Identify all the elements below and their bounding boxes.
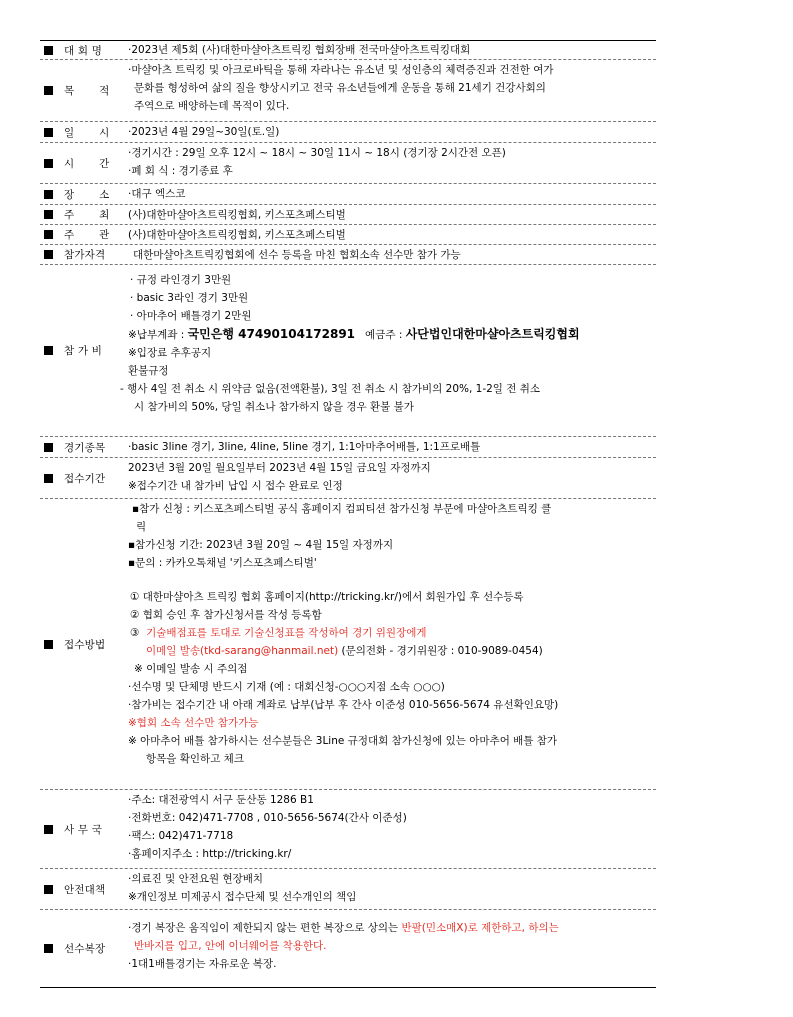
row-period [40, 458, 656, 499]
row-label: 경기종목 [40, 437, 128, 457]
square-bullet-icon [44, 230, 53, 239]
row-purpose [40, 60, 656, 122]
row-host [40, 205, 656, 225]
row-content: ·경기시간 : 29일 오후 12시 ~ 18시 ~ 30일 11시 ~ 18시 (경기장 2시간전 오픈) ·폐 회 식 : 경기종료 후 [128, 147, 506, 177]
row-attire [40, 910, 656, 988]
row-label: 참 가 비 [40, 265, 128, 436]
square-bullet-icon [44, 190, 53, 199]
row-label: 접수기간 [40, 458, 128, 498]
square-bullet-icon [44, 474, 53, 483]
row-content: ·2023년 4월 29일~30일(토.일) [128, 126, 280, 138]
row-content: ·basic 3line 경기, 3line, 4line, 5line 경기, 1:1아마추어배틀, 1:1프로배틀 [128, 441, 481, 453]
square-bullet-icon [44, 346, 53, 355]
row-label: 접수방법 [40, 499, 128, 789]
row-fee [40, 265, 656, 437]
row-office [40, 790, 656, 869]
square-bullet-icon [44, 944, 53, 953]
square-bullet-icon [44, 250, 53, 259]
row-label: 주 최 [40, 205, 128, 224]
row-content: ▪참가 신청 : 키스포츠페스티벌 공식 홈페이지 컴피티션 참가신청 부문에 마샬아츠트릭킹 클 릭 ▪참가신청 기간: 2023년 3월 20일 ~ 4월 15일 자정까지 ▪문의 : 카카오톡채널 '키스포츠페스티벌' ① 대한마샬아츠 트릭킹 협회 홈페이지(http://tricking.kr/)에서 회원가입 후 선수등록 ② 협회 승인 후 참가신청서를 작성 등록함 ③ 기술배점표를 토대로 기술신청표를 작성하여 경기 위원장에게 이메일 발송(tkd-sarang@hanmail.net) (문의전화 - 경기위원장 : 010-9089-0454) ※ 이메일 발송 시 주의점 ·선수명 및 단체명 반드시 기재 (예 : 대회신청-○○○지점 소속 ○○○) ·참가비는 접수기간 내 아래 계좌로 납부(납부 후 간사 이준성 010-5656-5674 유선확인요망) ※협회 소속 선수만 참가가능 ※ 아마추어 배틀 참가하시는 선수분들은 3Line 규정대회 참가신청에 있는 아마추어 배틀 참가 항목을 확인하고 체크 [128, 499, 656, 789]
row-content: (사)대한마샬아츠트릭킹협회, 키스포츠페스티벌 [128, 209, 346, 221]
row-label: 일 시 [40, 122, 128, 142]
row-time [40, 143, 656, 184]
square-bullet-icon [44, 86, 53, 95]
spacer [128, 572, 656, 588]
square-bullet-icon [44, 128, 53, 137]
method-step3: ③ 기술배점표를 토대로 기술신청표를 작성하여 경기 위원장에게 [130, 627, 427, 639]
row-content: ·대구 엑스코 [128, 188, 186, 200]
square-bullet-icon [44, 825, 53, 834]
row-label: 목 적 [40, 60, 128, 121]
square-bullet-icon [44, 210, 53, 219]
row-content: (사)대한마샬아츠트릭킹협회, 키스포츠페스티벌 [128, 229, 346, 241]
row-content: ·마샬아츠 트릭킹 및 아크로바틱을 통해 자라나는 유소년 및 성인층의 체력증진과 건전한 여가 문화를 형성하여 삶의 질을 향상시키고 전국 유소년들에게 운동을 통해 21세기 건강사회의 주역으로 배양하는데 목적이 있다. [128, 64, 554, 112]
event-guideline-table [40, 40, 656, 988]
square-bullet-icon [44, 46, 53, 55]
square-bullet-icon [44, 885, 53, 894]
row-label: 주 관 [40, 225, 128, 244]
row-content: 대한마샬아츠트릭킹협회에 선수 등록을 마친 협회소속 선수만 참가 가능 [133, 249, 461, 261]
row-venue [40, 184, 656, 205]
method-step3-email: 이메일 발송(tkd-sarang@hanmail.net) (문의전화 - 경기위원장 : 010-9089-0454) [146, 645, 543, 657]
row-content: ·경기 복장은 움직임이 제한되지 않는 편한 복장으로 상의는 반팔(민소매X)로 제한하고, 하의는 반바지를 입고, 안에 이너웨어를 착용한다. ·1대1배틀경기는 자유로운 복장. [128, 910, 656, 987]
square-bullet-icon [44, 640, 53, 649]
row-date [40, 122, 656, 143]
row-label: 대 회 명 [40, 41, 128, 59]
attire-line1: ·경기 복장은 움직임이 제한되지 않는 편한 복장으로 상의는 반팔(민소매X)로 제한하고, 하의는 [128, 922, 559, 934]
row-content: ·주소: 대전광역시 서구 둔산동 1286 B1 ·전화번호: 042)471-7708 , 010-5656-5674(간사 이준성) ·팩스: 042)471-7718 ·홈페이지주소 : http://tricking.kr/ [128, 794, 407, 860]
row-label: 참가자격 [40, 245, 128, 264]
row-label: 사 무 국 [40, 790, 128, 868]
row-label: 시 간 [40, 143, 128, 183]
row-content: ·2023년 제5회 (사)대한마샬아츠트릭킹 협회장배 전국마샬아츠트릭킹대회 [128, 44, 471, 56]
row-label: 선수복장 [40, 910, 128, 987]
square-bullet-icon [44, 443, 53, 452]
row-content: ·의료진 및 안전요원 현장배치 ※개인정보 미제공시 접수단체 및 선수개인의 책임 [128, 873, 357, 903]
row-eligibility [40, 245, 656, 265]
row-categories [40, 437, 656, 458]
row-content: · 규정 라인경기 3만원 · basic 3라인 경기 3만원 · 아마추어 배틀경기 2만원 ※납부계좌 : 국민은행 47490104172891 예금주 : 사단법인대한마샬아츠트릭킹협회 ※입장료 추후공지 환불규정 - 행사 4일 전 취소 시 위약금 없음(전액환불), 3일 전 취소 시 참가비의 20%, 1-2일 전 취소 시 참가비의 50%, 당일 취소나 참가하지 않을 경우 환불 불가 [128, 265, 656, 436]
square-bullet-icon [44, 159, 53, 168]
row-label: 장 소 [40, 184, 128, 204]
row-label: 안전대책 [40, 869, 128, 909]
row-content: 2023년 3월 20일 월요일부터 2023년 4월 15일 금요일 자정까지 ※접수기간 내 참가비 납입 시 접수 완료로 인정 [128, 462, 431, 492]
fee-account: ※납부계좌 : 국민은행 47490104172891 예금주 : 사단법인대한마샬아츠트릭킹협회 [128, 327, 580, 341]
row-safety [40, 869, 656, 910]
row-organizer [40, 225, 656, 245]
row-event-name [40, 40, 656, 60]
row-method [40, 499, 656, 790]
